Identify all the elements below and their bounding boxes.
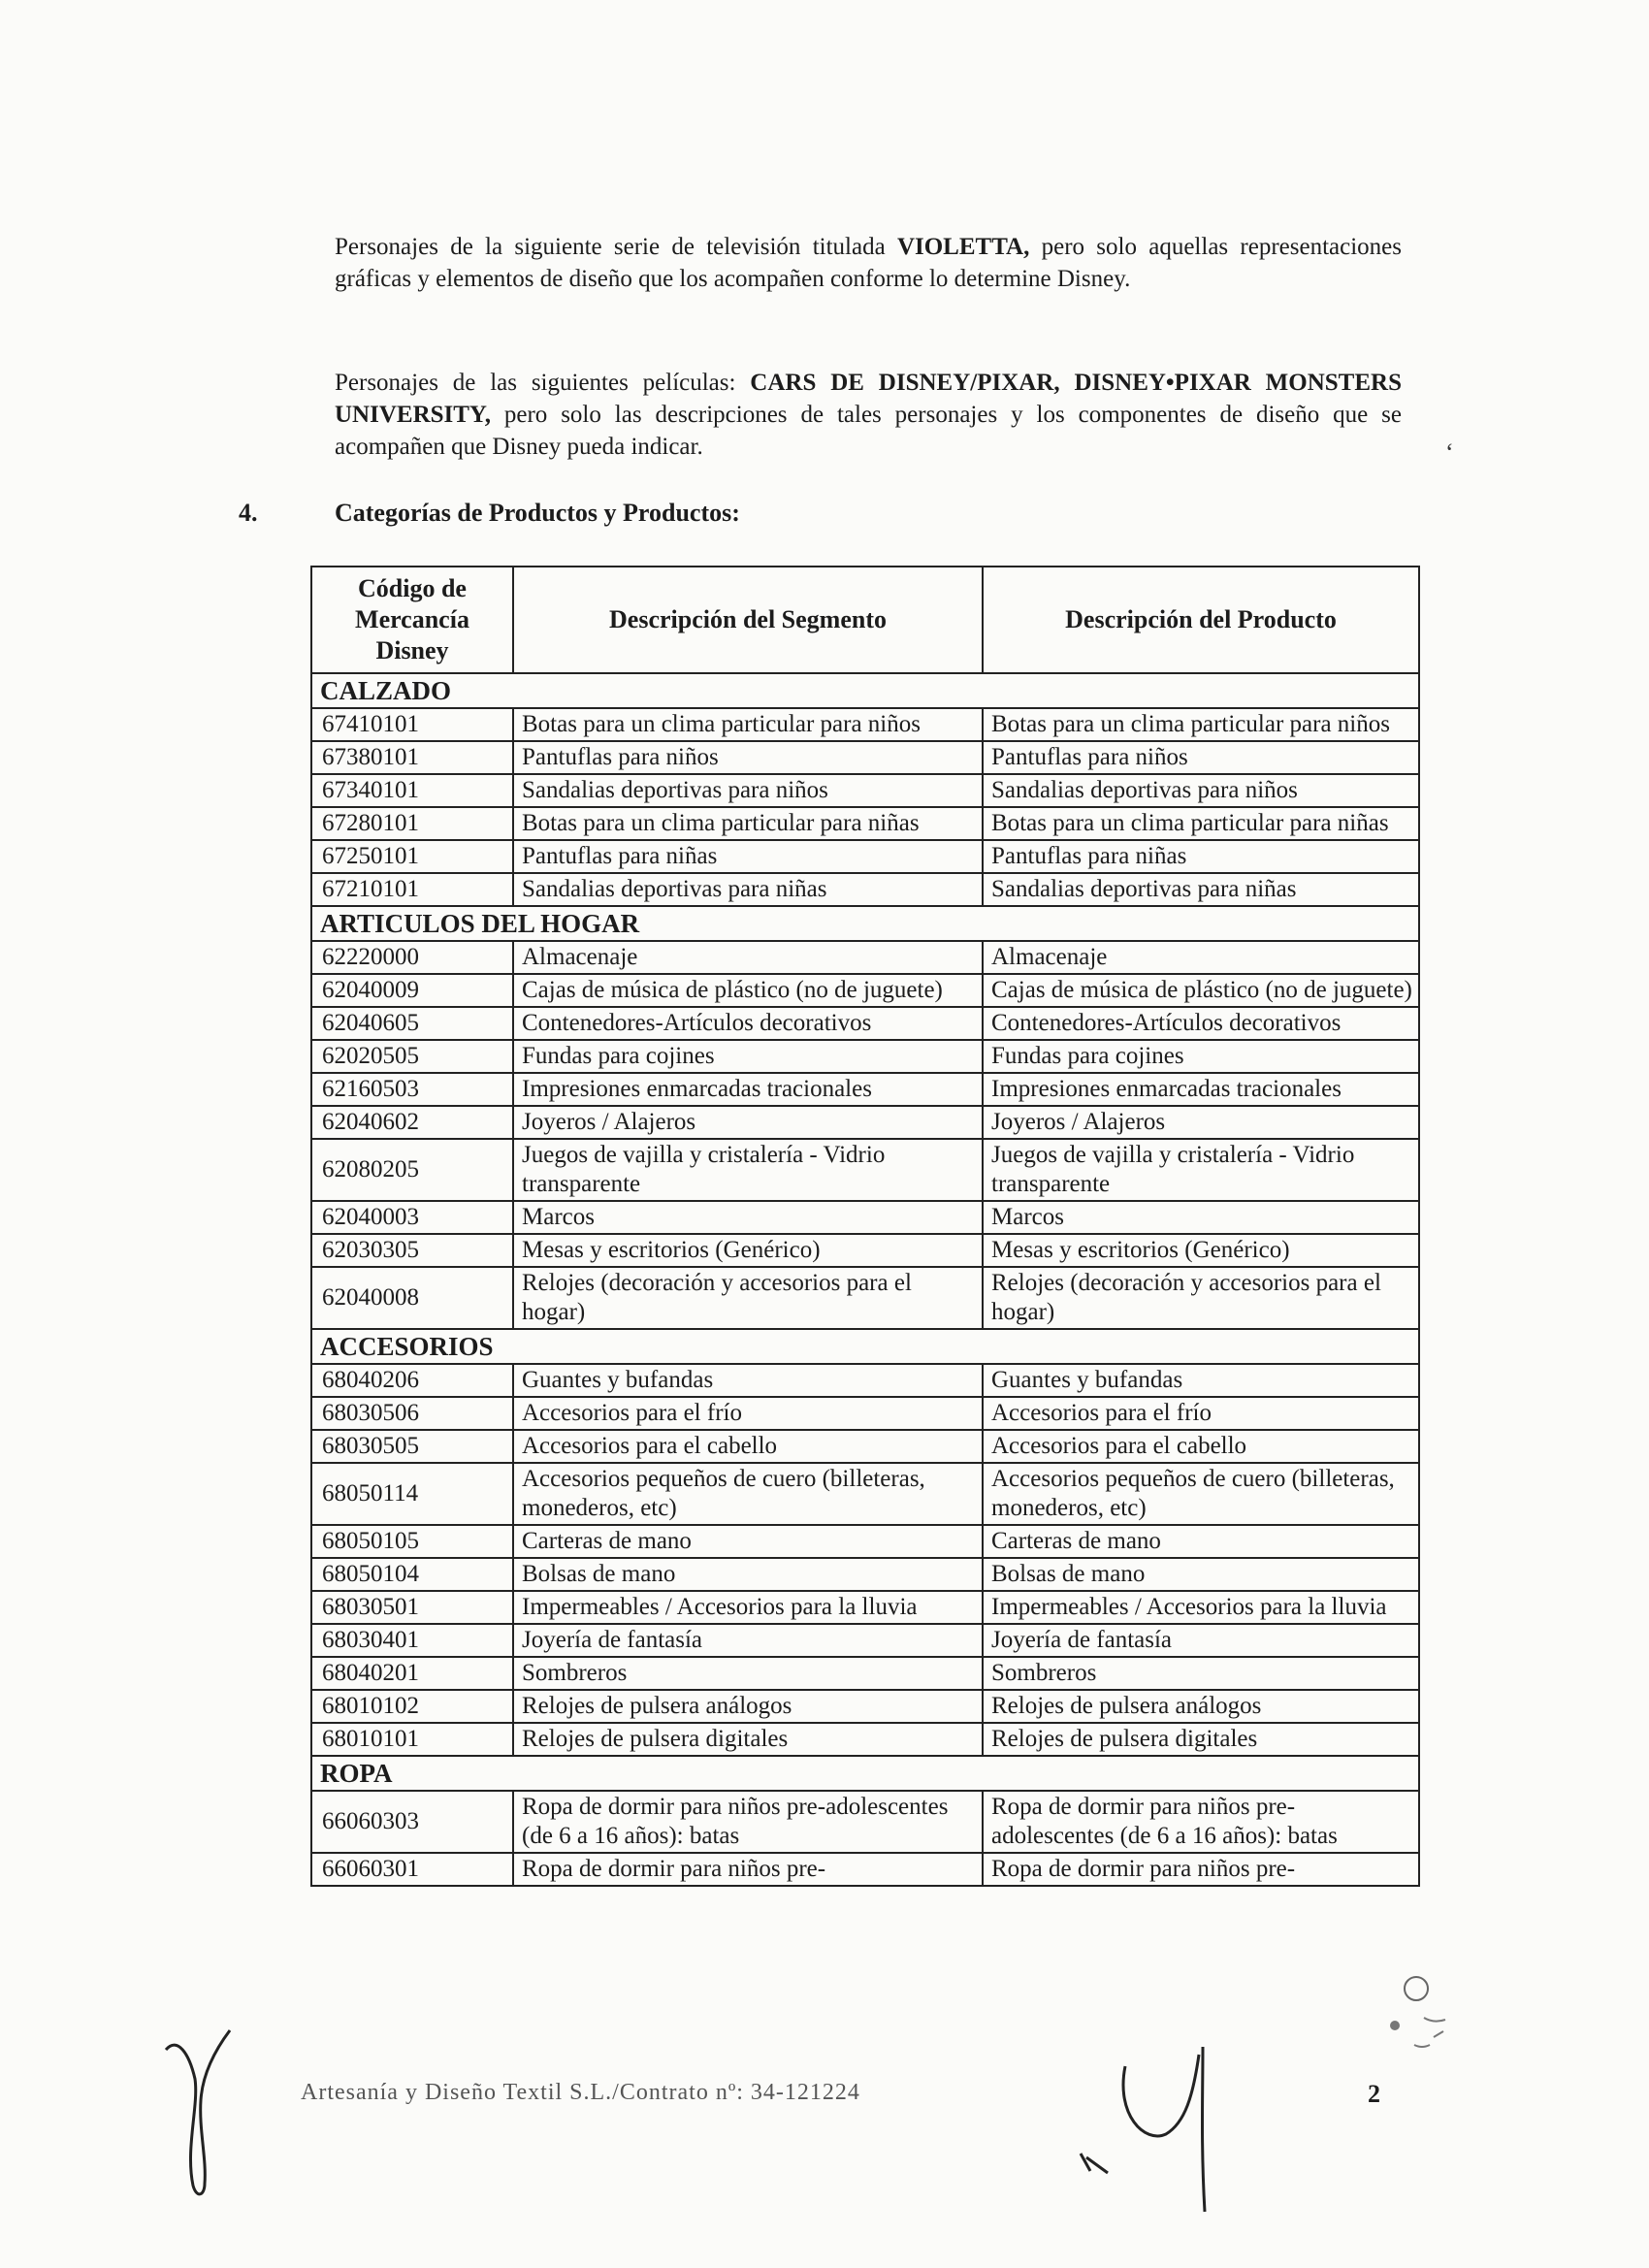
table-row [311, 741, 1419, 774]
product-description: Relojes (decoración y accesorios para el hogar) [983, 1267, 1419, 1329]
merchandise-code: 66060303 [311, 1791, 513, 1853]
segment-description: Almacenaje [513, 941, 983, 974]
table-row [311, 1591, 1419, 1624]
footer-text: Artesanía y Diseño Textil S.L./Contrato nº: 34-121224 [301, 2080, 860, 2105]
table-row [311, 1657, 1419, 1690]
product-description: Guantes y bufandas [983, 1364, 1419, 1397]
segment-description: Accesorios pequeños de cuero (billeteras, monederos, etc) [513, 1463, 983, 1525]
segment-description: Ropa de dormir para niños pre- [513, 1853, 983, 1886]
merchandise-code: 68030506 [311, 1397, 513, 1430]
segment-description: Botas para un clima particular para niñas [513, 807, 983, 840]
segment-description: Bolsas de mano [513, 1558, 983, 1591]
merchandise-code: 67410101 [311, 708, 513, 741]
merchandise-code: 62160503 [311, 1073, 513, 1106]
merchandise-code: 67280101 [311, 807, 513, 840]
handwritten-initial-left [160, 2023, 238, 2207]
merchandise-code: 68050104 [311, 1558, 513, 1591]
segment-description: Cajas de música de plástico (no de juguete) [513, 974, 983, 1007]
segment-description: Botas para un clima particular para niños [513, 708, 983, 741]
table-row [311, 941, 1419, 974]
table-row [311, 873, 1419, 906]
segment-description: Impresiones enmarcadas tracionales [513, 1073, 983, 1106]
merchandise-code: 67340101 [311, 774, 513, 807]
category-name: ARTICULOS DEL HOGAR [311, 906, 1419, 941]
segment-description: Mesas y escritorios (Genérico) [513, 1234, 983, 1267]
section-number: 4. [239, 499, 258, 527]
table-row [311, 1040, 1419, 1073]
product-description: Botas para un clima particular para niñas [983, 807, 1419, 840]
segment-description: Relojes de pulsera digitales [513, 1723, 983, 1756]
product-description: Ropa de dormir para niños pre- [983, 1853, 1419, 1886]
segment-description: Fundas para cojines [513, 1040, 983, 1073]
merchandise-code: 62040602 [311, 1106, 513, 1139]
product-description: Sandalias deportivas para niñas [983, 873, 1419, 906]
merchandise-code: 68030505 [311, 1430, 513, 1463]
merchandise-code: 68050105 [311, 1525, 513, 1558]
segment-description: Impermeables / Accesorios para la lluvia [513, 1591, 983, 1624]
merchandise-code: 68040206 [311, 1364, 513, 1397]
product-description: Accesorios para el frío [983, 1397, 1419, 1430]
table-row [311, 1073, 1419, 1106]
merchandise-code: 62020505 [311, 1040, 513, 1073]
segment-description: Accesorios para el cabello [513, 1430, 983, 1463]
table-row [311, 1267, 1419, 1329]
stray-mark: ʻ [1445, 438, 1454, 467]
table-row [311, 1624, 1419, 1657]
product-description: Sombreros [983, 1657, 1419, 1690]
segment-description: Guantes y bufandas [513, 1364, 983, 1397]
table-row [311, 1525, 1419, 1558]
page-number: 2 [1368, 2080, 1380, 2108]
table-row [311, 1558, 1419, 1591]
product-description: Relojes de pulsera digitales [983, 1723, 1419, 1756]
segment-description: Pantuflas para niños [513, 741, 983, 774]
table-row [311, 1139, 1419, 1201]
merchandise-code: 66060301 [311, 1853, 513, 1886]
table-row [311, 1463, 1419, 1525]
table-row [311, 1853, 1419, 1886]
merchandise-code: 67250101 [311, 840, 513, 873]
category-name: ACCESORIOS [311, 1329, 1419, 1364]
paragraph-violetta: Personajes de la siguiente serie de televisión titulada VIOLETTA, pero solo aquellas representaciones gráficas y elementos de diseño que los acompañen conforme lo determine Disney. [335, 234, 1402, 292]
paragraph-films: Personajes de las siguientes películas: CARS DE DISNEY/PIXAR, DISNEY•PIXAR MONSTERS UNIVERSITY, pero solo las descripciones de tales personajes y los componentes de diseño que se acompañen que Disney pueda indicar. [335, 370, 1402, 460]
product-description: Accesorios pequeños de cuero (billeteras, monederos, etc) [983, 1463, 1419, 1525]
products-table [310, 566, 1420, 1887]
product-description: Pantuflas para niñas [983, 840, 1419, 873]
segment-description: Joyería de fantasía [513, 1624, 983, 1657]
product-description: Sandalias deportivas para niños [983, 774, 1419, 807]
category-row [311, 906, 1419, 941]
merchandise-code: 68010101 [311, 1723, 513, 1756]
merchandise-code: 67380101 [311, 741, 513, 774]
segment-description: Marcos [513, 1201, 983, 1234]
table-row [311, 774, 1419, 807]
table-row [311, 1690, 1419, 1723]
segment-description: Accesorios para el frío [513, 1397, 983, 1430]
merchandise-code: 68030501 [311, 1591, 513, 1624]
product-description: Impresiones enmarcadas tracionales [983, 1073, 1419, 1106]
merchandise-code: 62040009 [311, 974, 513, 1007]
merchandise-code: 67210101 [311, 873, 513, 906]
product-description: Almacenaje [983, 941, 1419, 974]
signature-mark [1057, 2037, 1232, 2231]
merchandise-code: 62040003 [311, 1201, 513, 1234]
merchandise-code: 68050114 [311, 1463, 513, 1525]
section-title: Categorías de Productos y Productos: [335, 499, 740, 527]
table-row [311, 1106, 1419, 1139]
product-description: Botas para un clima particular para niños [983, 708, 1419, 741]
product-description: Bolsas de mano [983, 1558, 1419, 1591]
segment-description: Joyeros / Alajeros [513, 1106, 983, 1139]
merchandise-code: 62220000 [311, 941, 513, 974]
merchandise-code: 62080205 [311, 1139, 513, 1201]
segment-description: Relojes de pulsera análogos [513, 1690, 983, 1723]
header-segment: Descripción del Segmento [513, 567, 983, 673]
segment-description: Relojes (decoración y accesorios para el hogar) [513, 1267, 983, 1329]
header-product: Descripción del Producto [983, 567, 1419, 673]
product-description: Impermeables / Accesorios para la lluvia [983, 1591, 1419, 1624]
category-row [311, 1756, 1419, 1791]
merchandise-code: 68010102 [311, 1690, 513, 1723]
merchandise-code: 62030305 [311, 1234, 513, 1267]
merchandise-code: 62040605 [311, 1007, 513, 1040]
header-code: Código de Mercancía Disney [311, 567, 513, 673]
merchandise-code: 68030401 [311, 1624, 513, 1657]
category-row [311, 1329, 1419, 1364]
segment-description: Sombreros [513, 1657, 983, 1690]
product-description: Ropa de dormir para niños pre-adolescentes (de 6 a 16 años): batas [983, 1791, 1419, 1853]
product-description: Carteras de mano [983, 1525, 1419, 1558]
product-description: Contenedores-Artículos decorativos [983, 1007, 1419, 1040]
segment-description: Sandalias deportivas para niños [513, 774, 983, 807]
segment-description: Ropa de dormir para niños pre-adolescentes (de 6 a 16 años): batas [513, 1791, 983, 1853]
table-row [311, 1201, 1419, 1234]
table-row [311, 1234, 1419, 1267]
stamp-fragment [1375, 1950, 1463, 2057]
product-description: Joyeros / Alajeros [983, 1106, 1419, 1139]
category-name: CALZADO [311, 673, 1419, 708]
product-description: Fundas para cojines [983, 1040, 1419, 1073]
table-row [311, 1397, 1419, 1430]
category-name: ROPA [311, 1756, 1419, 1791]
product-description: Marcos [983, 1201, 1419, 1234]
table-header-row [311, 567, 1419, 673]
segment-description: Carteras de mano [513, 1525, 983, 1558]
product-description: Joyería de fantasía [983, 1624, 1419, 1657]
table-row [311, 1364, 1419, 1397]
merchandise-code: 68040201 [311, 1657, 513, 1690]
segment-description: Contenedores-Artículos decorativos [513, 1007, 983, 1040]
table-row [311, 840, 1419, 873]
product-description: Cajas de música de plástico (no de juguete) [983, 974, 1419, 1007]
product-description: Mesas y escritorios (Genérico) [983, 1234, 1419, 1267]
segment-description: Pantuflas para niñas [513, 840, 983, 873]
table-row [311, 1007, 1419, 1040]
table-row [311, 807, 1419, 840]
product-description: Relojes de pulsera análogos [983, 1690, 1419, 1723]
product-description: Pantuflas para niños [983, 741, 1419, 774]
table-row [311, 974, 1419, 1007]
table-row [311, 708, 1419, 741]
segment-description: Sandalias deportivas para niñas [513, 873, 983, 906]
table-row [311, 1723, 1419, 1756]
segment-description: Juegos de vajilla y cristalería - Vidrio transparente [513, 1139, 983, 1201]
table-row [311, 1791, 1419, 1853]
product-description: Accesorios para el cabello [983, 1430, 1419, 1463]
product-description: Juegos de vajilla y cristalería - Vidrio transparente [983, 1139, 1419, 1201]
category-row [311, 673, 1419, 708]
table-row [311, 1430, 1419, 1463]
merchandise-code: 62040008 [311, 1267, 513, 1329]
